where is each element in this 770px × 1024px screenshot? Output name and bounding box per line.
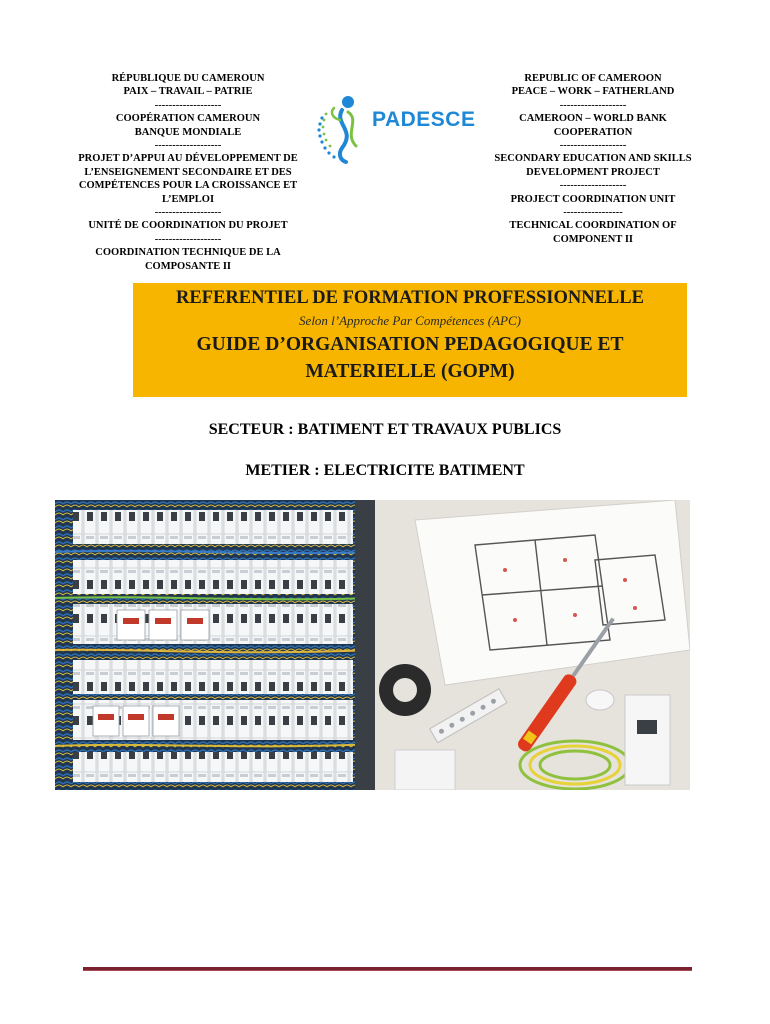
header-line: DEVELOPMENT PROJECT	[526, 166, 660, 178]
header-line: COMPONENT II	[552, 233, 634, 245]
header-line: UNITÉ DE COORDINATION DU PROJET	[88, 220, 288, 232]
guide-title	[133, 331, 687, 385]
header-line: SECONDARY EDUCATION AND SKILLS	[494, 153, 692, 165]
blueprint-tools-image	[375, 500, 690, 790]
sector-heading: SECTEUR : BATIMENT ET TRAVAUX PUBLICS	[208, 421, 562, 438]
document-title: REFERENTIEL DE FORMATION PROFESSIONNELLE	[176, 288, 644, 308]
header-separator: -----------------	[563, 207, 623, 219]
header-line: CAMEROON – WORLD BANK	[519, 113, 667, 125]
header-line: PAIX – TRAVAIL – PATRIE	[123, 86, 253, 98]
guide-title-line: MATERIELLE (GOPM)	[305, 361, 515, 382]
header-line: BANQUE MONDIALE	[134, 126, 242, 138]
header-line: COMPOSANTE II	[144, 260, 232, 272]
header-line: PEACE – WORK – FATHERLAND	[511, 86, 675, 98]
header-separator: -------------------	[559, 140, 627, 152]
document-subtitle: Selon l’Approche Par Compétences (APC)	[299, 313, 521, 328]
header-separator: -------------------	[154, 140, 222, 152]
header-line: TECHNICAL COORDINATION OF	[509, 220, 677, 232]
trade-heading: METIER : ELECTRICITE BATIMENT	[245, 462, 525, 479]
header-separator: -------------------	[154, 207, 222, 219]
electrical-panel-photo	[55, 500, 375, 790]
header-line: RÉPUBLIQUE DU CAMEROUN	[111, 73, 265, 84]
logo-text: PADESCE	[372, 108, 476, 131]
electrical-panel-image	[55, 500, 375, 790]
header-line: PROJET D’APPUI AU DÉVELOPPEMENT DE	[78, 153, 298, 165]
title-banner	[133, 283, 687, 397]
header-line: L’EMPLOI	[161, 193, 215, 205]
header-line: REPUBLIC OF CAMEROON	[524, 73, 662, 84]
guide-title-line: GUIDE D’ORGANISATION PEDAGOGIQUE ET	[196, 334, 624, 355]
french-header	[62, 72, 314, 273]
footer-divider	[83, 967, 692, 971]
header-line: PROJECT COORDINATION UNIT	[510, 193, 676, 205]
header-line: COMPÉTENCES POUR LA CROISSANCE ET	[78, 180, 298, 192]
header-line: COORDINATION TECHNIQUE DE LA	[95, 247, 281, 259]
header-separator: -------------------	[154, 233, 222, 245]
header-separator: -------------------	[154, 99, 222, 111]
header-line: COOPERATION	[553, 126, 633, 138]
header-separator: -------------------	[559, 99, 627, 111]
header-line: COOPÉRATION CAMEROUN	[115, 113, 261, 125]
header-line: L’ENSEIGNEMENT SECONDAIRE ET DES	[84, 166, 292, 178]
blueprint-tools-photo	[375, 500, 690, 790]
padesce-logo	[312, 90, 482, 170]
english-header	[482, 72, 704, 246]
header-separator: -------------------	[559, 180, 627, 192]
